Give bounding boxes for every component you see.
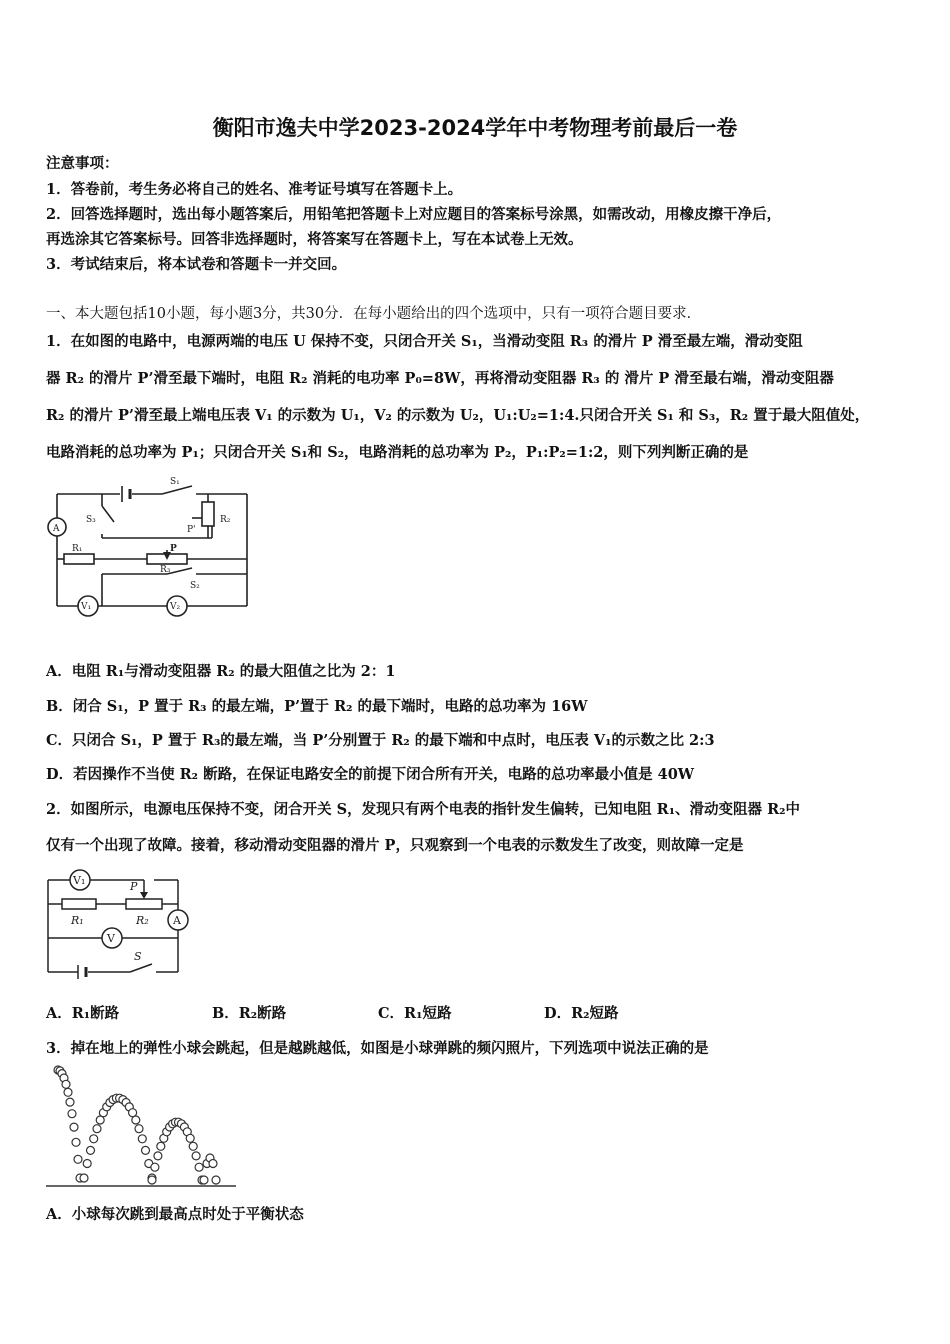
circuit-diagram-1 [42, 474, 257, 624]
ball [189, 1142, 197, 1150]
ball [93, 1125, 101, 1133]
circuit-diagram-2 [44, 866, 194, 981]
label-r2: R₂ [136, 914, 149, 927]
question-2-options [46, 1002, 710, 1023]
ball [200, 1176, 208, 1184]
question-1-line: 电路消耗的总功率为 P₁；只闭合开关 S₁和 S₂，电路消耗的总功率为 P₂，P₁:P₂=1:2，则下列判断正确的是 [46, 444, 749, 461]
question-2-option: D．R₂短路 [544, 1005, 619, 1022]
section-heading: 一、本大题包括10小题，每小题3分，共30分．在每小题给出的四个选项中，只有一项符合题目要求． [46, 306, 702, 322]
question-3-line: 3．掉在地上的弹性小球会跳起，但是越跳越低，如图是小球弹跳的频闪照片，下列选项中说法正确的是 [46, 1040, 709, 1057]
question-2-option: B．R₂断路 [212, 1005, 287, 1022]
question-1-option: A．电阻 R₁与滑动变阻器 R₂ 的最大阻值之比为 2：1 [46, 663, 396, 680]
question-1-line: 器 R₂ 的滑片 P’滑至最下端时，电阻 R₂ 消耗的电功率 P₀=8W，再将滑动变阻器 R₃ 的 滑片 P 滑至最右端，滑动变阻器 [46, 370, 834, 387]
label-a: A [173, 914, 181, 927]
question-1-option: D．若因操作不当使 R₂ 断路，在保证电路安全的前提下闭合所有开关，电路的总功率最小值是 40W [46, 766, 695, 783]
label-p-prime: P' [187, 525, 196, 535]
label-s2: S₂ [190, 581, 200, 591]
label-p: P [130, 880, 138, 893]
resistor-r1 [62, 899, 96, 909]
slider-p-arrow [140, 892, 148, 899]
ball [154, 1152, 162, 1160]
ball [83, 1160, 91, 1168]
label-a: A [53, 524, 60, 534]
ball [195, 1163, 203, 1171]
ball-positions [54, 1066, 220, 1184]
label-s1: S₁ [170, 477, 180, 487]
notice-item: 1．答卷前，考生务必将自己的姓名、准考证号填写在答题卡上。 [46, 181, 463, 198]
ball [64, 1088, 72, 1096]
question-2-option: C．R₁短路 [378, 1005, 452, 1022]
label-r1: R₁ [72, 544, 83, 554]
ball [132, 1116, 140, 1124]
label-r1: R₁ [71, 914, 84, 927]
ball [138, 1135, 146, 1143]
ball [87, 1146, 95, 1154]
rheostat-r2 [126, 899, 162, 909]
question-1-option: C．只闭合 S₁，P 置于 R₃的最左端，当 P’分别置于 R₂ 的最下端和中点时，电压表 V₁的示数之比 2:3 [46, 732, 715, 749]
ball [66, 1098, 74, 1106]
question-2-line: 2．如图所示，电源电压保持不变，闭合开关 S，发现只有两个电表的指针发生偏转，已知电阻 R₁、滑动变阻器 R₂中 [46, 801, 801, 818]
ball [186, 1134, 194, 1142]
ball [142, 1146, 150, 1154]
label-s3: S₃ [86, 515, 96, 525]
question-1-option: B．闭合 S₁，P 置于 R₃ 的最左端，P’置于 R₂ 的最下端时，电路的总功率为 16W [46, 698, 588, 715]
notice-item: 3．考试结束后，将本试卷和答题卡一并交回。 [46, 256, 347, 273]
label-v2: V₂ [170, 602, 181, 612]
question-2-line: 仅有一个出现了故障。接着，移动滑动变阻器的滑片 P，只观察到一个电表的示数发生了改变，则故障一定是 [46, 837, 744, 854]
ball [62, 1080, 70, 1088]
question-2-option: A．R₁断路 [46, 1005, 120, 1022]
label-p: P [170, 544, 177, 554]
ball [68, 1110, 76, 1118]
ball [90, 1135, 98, 1143]
resistor-r2 [202, 502, 214, 526]
ball [70, 1123, 78, 1131]
notice-item: 再选涂其它答案标号。回答非选择题时，将答案写在答题卡上，写在本试卷上无效。 [46, 231, 583, 248]
ball [157, 1142, 165, 1150]
ball [151, 1163, 159, 1171]
ball [72, 1138, 80, 1146]
resistor-r1 [64, 554, 94, 564]
bouncing-ball-figure [44, 1064, 244, 1194]
notice-heading: 注意事项： [46, 155, 119, 172]
label-r3: R₃ [160, 565, 171, 575]
notice-item: 2．回答选择题时，选出每小题答案后，用铅笔把答题卡上对应题目的答案标号涂黑，如需改动，用橡皮擦干净后， [46, 206, 782, 223]
page-title: 衡阳市逸夫中学2023-2024学年中考物理考前最后一卷 [212, 116, 738, 140]
label-v1: V₁ [81, 602, 92, 612]
ball [135, 1125, 143, 1133]
question-1-line: R₂ 的滑片 P’滑至最上端电压表 V₁ 的示数为 U₁，V₂ 的示数为 U₂，U₁:U₂=1:4.只闭合开关 S₁ 和 S₃，R₂ 置于最大阻值处， [46, 407, 870, 424]
label-v: V [107, 932, 115, 945]
label-s: S [134, 950, 142, 963]
ball [209, 1160, 217, 1168]
label-v1: V₁ [73, 874, 86, 887]
ball [74, 1155, 82, 1163]
ball [148, 1176, 156, 1184]
question-3-option: A．小球每次跳到最高点时处于平衡状态 [46, 1206, 304, 1223]
question-1-line: 1．在如图的电路中，电源两端的电压 U 保持不变，只闭合开关 S₁，当滑动变阻 R₃ 的滑片 P 滑至最左端，滑动变阻 [46, 333, 803, 350]
label-r2: R₂ [220, 515, 231, 525]
ball [80, 1174, 88, 1182]
ball [212, 1176, 220, 1184]
ball [192, 1152, 200, 1160]
